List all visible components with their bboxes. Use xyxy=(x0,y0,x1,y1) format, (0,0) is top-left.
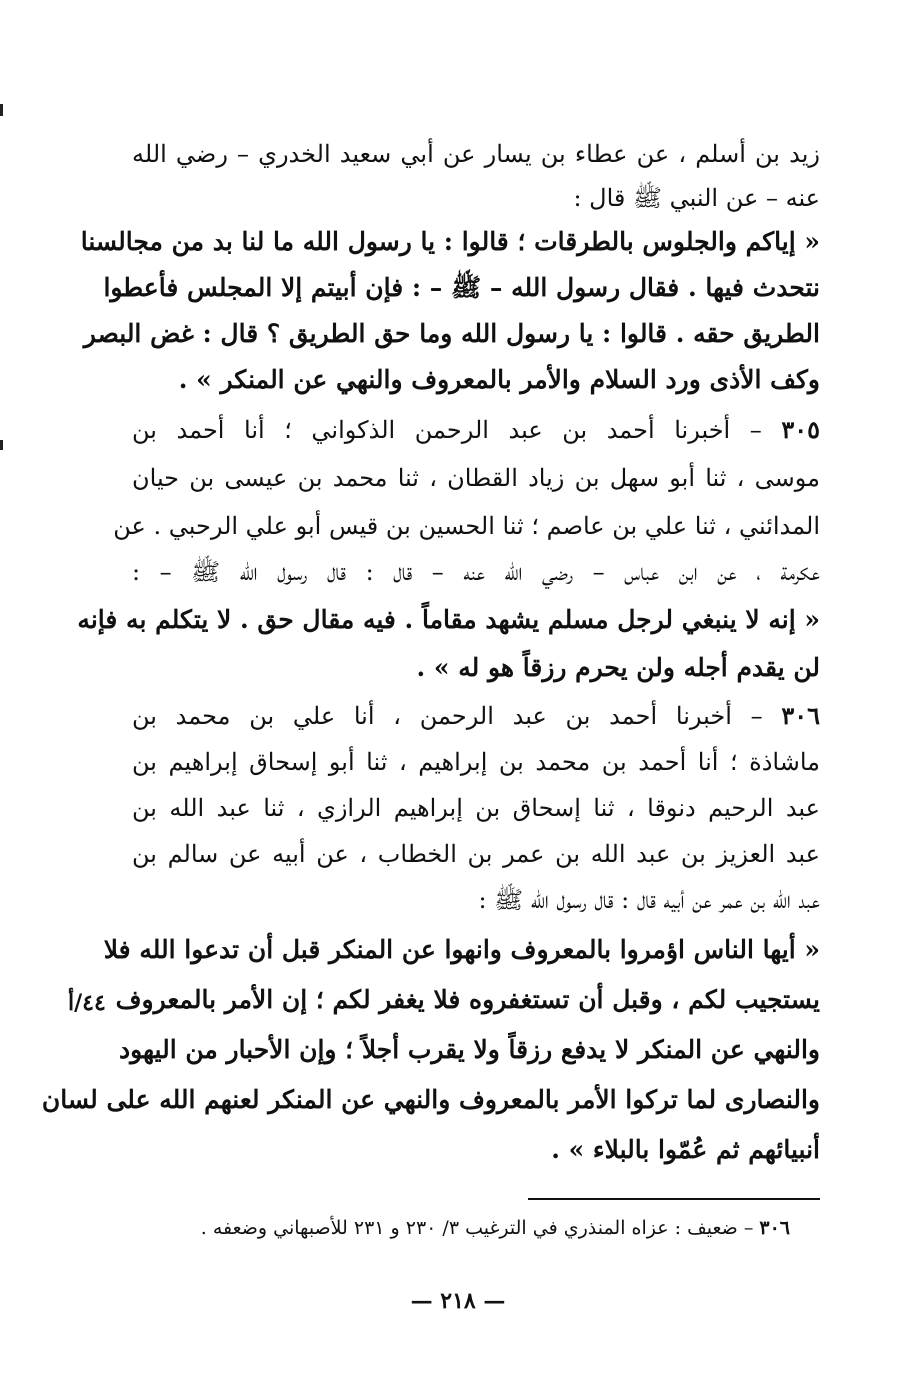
hadith-text-line: أنبيائهم ثم عُمّوا بالبلاء » . xyxy=(551,1135,820,1164)
hadith-text-line: وكف الأذى ورد السلام والأمر بالمعروف والنهي عن المنكر » . xyxy=(178,365,820,394)
isnad-line xyxy=(132,696,820,738)
hadith-text-line: الطريق حقه . قالوا : يا رسول الله وما حق الطريق ؟ قال : غض البصر xyxy=(83,319,820,348)
hadith-text-line: « إياكم والجلوس بالطرقات ؛ قالوا : يا رسول الله ما لنا بد من مجالسنا xyxy=(80,227,820,256)
isnad-line: موسى ، ثنا أبو سهل بن زياد القطان ، ثنا محمد بن عيسى بن حيان xyxy=(132,464,820,492)
hadith-text-line: « إنه لا ينبغي لرجل مسلم يشهد مقاماً . فيه مقال حق . لا يتكلم به فإنه xyxy=(77,605,820,634)
footnote xyxy=(100,1214,790,1246)
hadith-text-line: « أيها الناس اؤمروا بالمعروف وانهوا عن المنكر قبل أن تدعوا الله فلا xyxy=(103,935,820,964)
manuscript-folio-note: ٤٤/أ xyxy=(68,990,106,1016)
hadith-number: ٣٠٥ xyxy=(781,415,820,444)
hadith-text-line: والنهي عن المنكر لا يدفع رزقاً ولا يقرب أجلاً ؛ وإن الأحبار من اليهود xyxy=(118,1035,820,1064)
isnad-line: عبد العزيز بن عبد الله بن عمر بن الخطاب ، عن أبيه عن سالم بن xyxy=(132,840,820,868)
text-line: زيد بن أسلم ، عن عطاء بن يسار عن أبي سعيد الخدري – رضي الله xyxy=(132,140,820,168)
isnad-line: عبد الرحيم دنوقا ، ثنا إسحاق بن إبراهيم الرازي ، ثنا عبد الله بن xyxy=(132,794,820,822)
isnad-line: المدائني ، ثنا علي بن عاصم ؛ ثنا الحسين بن قيس أبو علي الرحبي . عن xyxy=(113,512,820,540)
hadith-text-line: لن يقدم أجله ولن يحرم رزقاً هو له » . xyxy=(416,653,820,682)
left-edge-mark xyxy=(0,440,3,450)
hadith-text-line: نتحدث فيها . فقال رسول الله – ﷺ – : فإن أبيتم إلا المجلس فأعطوا xyxy=(103,273,820,302)
isnad-line xyxy=(132,410,820,452)
hadith-number: ٣٠٦ xyxy=(781,701,820,730)
isnad-line: عبد الله بن عمر عن أبيه قال : قال رسول الله ﷺ : xyxy=(478,886,820,914)
isnad-line: ماشاذة ؛ أنا أحمد بن محمد بن إبراهيم ، ثنا أبو إسحاق إبراهيم بن xyxy=(132,748,820,776)
hadith-text-line: يستجيب لكم ، وقبل أن تستغفروه فلا يغفر لكم ؛ إن الأمر بالمعروف xyxy=(115,985,820,1014)
hadith-text-line: والنصارى لما تركوا الأمر بالمعروف والنهي عن المنكر لعنهم الله على لسان xyxy=(41,1085,820,1114)
left-edge-mark xyxy=(0,104,3,116)
footnote-separator xyxy=(528,1198,820,1200)
isnad-text: – أخبرنا أحمد بن عبد الرحمن الذكواني ؛ أنا أحمد بن xyxy=(132,416,762,444)
isnad-text: – أخبرنا أحمد بن عبد الرحمن ، أنا علي بن محمد بن xyxy=(132,702,763,730)
footnote-number: ٣٠٦ xyxy=(759,1217,790,1239)
isnad-line: عكرمة ، عن ابن عباس – رضي الله عنه – قال : قال رسول الله ﷺ – : xyxy=(132,558,820,586)
page-number: — ٢١٨ — xyxy=(410,1288,506,1314)
text-line: عنه – عن النبي ﷺ قال : xyxy=(573,184,820,212)
footnote-text: – ضعيف : عزاه المنذري في الترغيب ٣/ ٢٣٠ و ٢٣١ للأصبهاني وضعفه . xyxy=(200,1217,754,1239)
